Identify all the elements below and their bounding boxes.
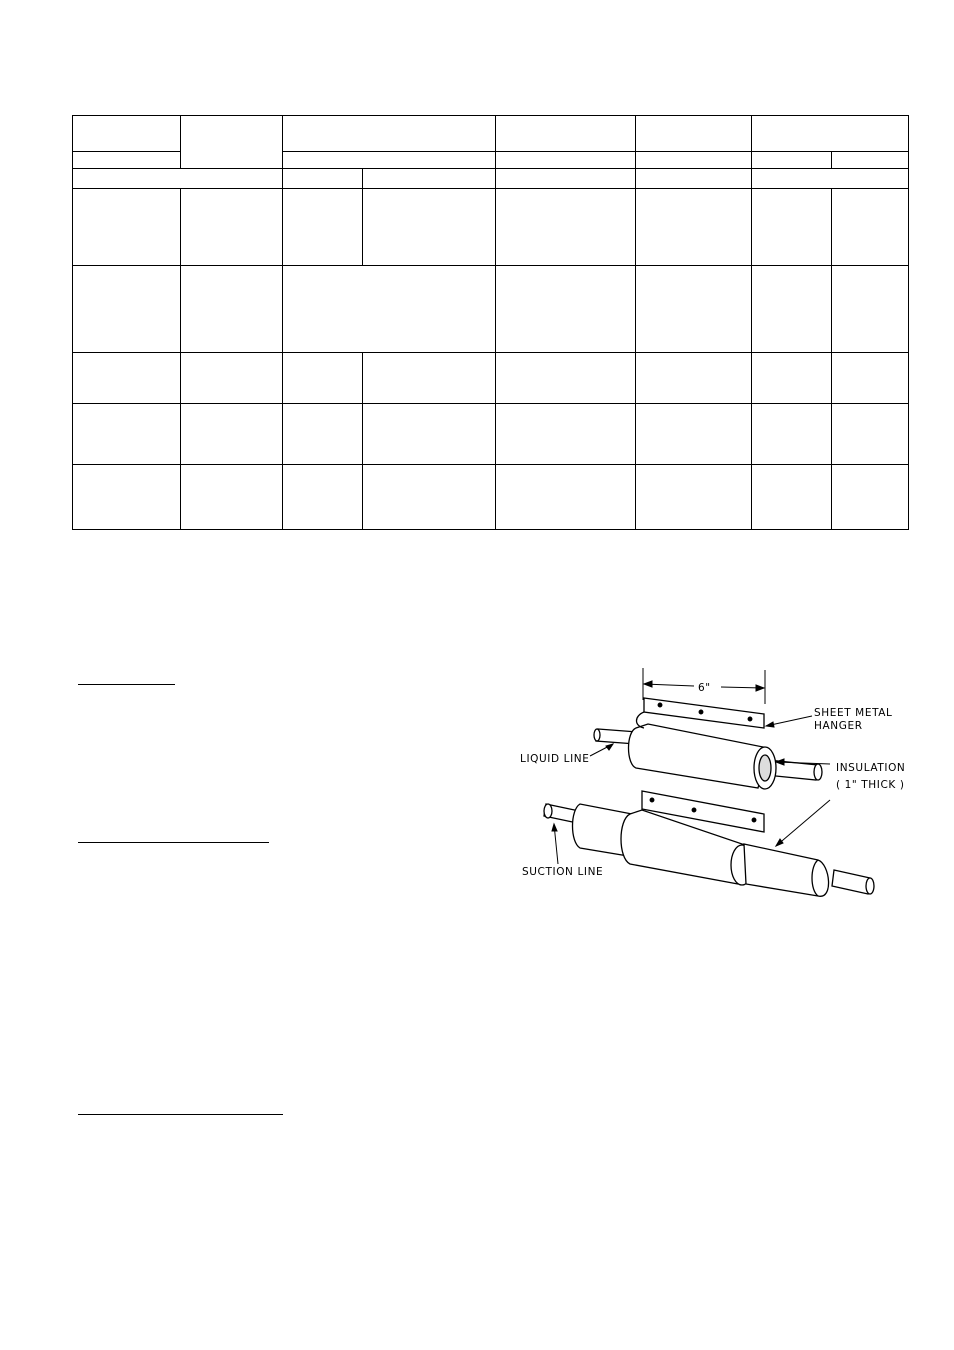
table-vline <box>751 115 752 529</box>
table-border-right <box>908 115 909 530</box>
table-hline <box>72 168 909 169</box>
table-vline <box>282 115 283 529</box>
table-vline <box>495 115 496 529</box>
table-hline <box>72 265 909 266</box>
table-hline <box>72 151 180 152</box>
pipe-hanger-drawing <box>518 664 908 904</box>
heading-underline <box>78 1114 283 1115</box>
table-border-top <box>72 115 909 116</box>
dimension-label: 6" <box>698 682 711 694</box>
table-vline <box>362 352 363 529</box>
heading-underline <box>78 842 269 843</box>
table-vline <box>635 115 636 529</box>
heading-underline <box>78 684 175 685</box>
insulation-label-line2: ( 1" THICK ) <box>836 779 905 791</box>
table-hline <box>72 403 909 404</box>
sheet-metal-hanger-label-line2: HANGER <box>814 720 863 732</box>
table-hline <box>72 352 909 353</box>
table-vline <box>180 115 181 168</box>
table-vline <box>831 188 832 529</box>
suction-line-label: SUCTION LINE <box>522 866 604 878</box>
table-border-bottom <box>72 529 909 530</box>
pipe-hanger-illustration <box>518 664 908 904</box>
table-vline <box>180 188 181 529</box>
sheet-metal-hanger-label-line1: SHEET METAL <box>814 707 893 719</box>
table-vline <box>831 151 832 168</box>
table-vline <box>362 168 363 265</box>
table-hline <box>72 464 909 465</box>
liquid-line-label: LIQUID LINE <box>520 753 590 765</box>
table-hline <box>72 188 909 189</box>
table-hline <box>282 151 909 152</box>
table-border-left <box>72 115 73 530</box>
insulation-label-line1: INSULATION <box>836 762 906 774</box>
